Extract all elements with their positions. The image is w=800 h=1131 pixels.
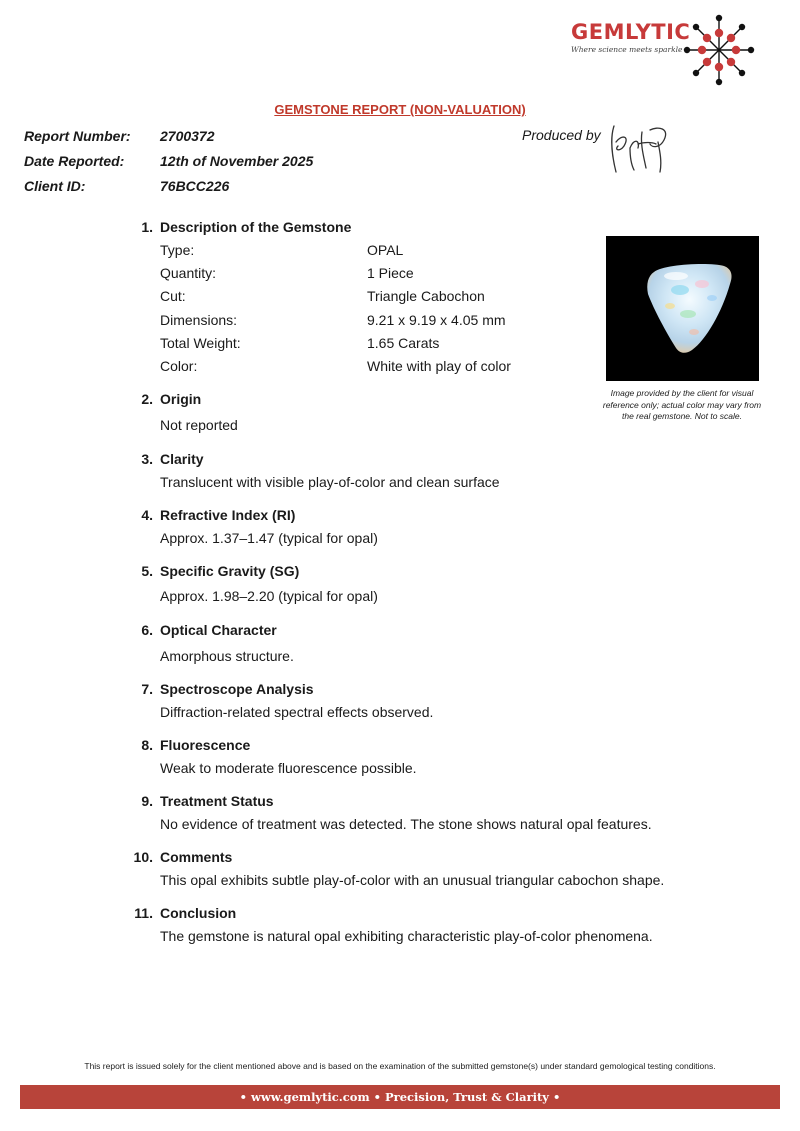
- cut-value: Triangle Cabochon: [367, 288, 485, 304]
- section-number: 4.: [141, 507, 153, 523]
- dimensions-value: 9.21 x 9.19 x 4.05 mm: [367, 312, 506, 328]
- comments-text: This opal exhibits subtle play-of-color with an unusual triangular cabochon shape.: [160, 872, 665, 888]
- refractive-index-text: Approx. 1.37–1.47 (typical for opal): [160, 530, 378, 546]
- section-number: 7.: [141, 681, 153, 697]
- section-title-specific-gravity: Specific Gravity (SG): [160, 563, 300, 579]
- section-number: 6.: [141, 622, 153, 638]
- clarity-text: Translucent with visible play-of-color and clean surface: [160, 474, 500, 490]
- section-number: 11.: [134, 905, 153, 921]
- molecule-logo-icon: [683, 14, 755, 86]
- client-id-value: 76BCC226: [160, 178, 230, 194]
- cut-label: Cut:: [160, 288, 186, 304]
- spectroscope-text: Diffraction-related spectral effects observed.: [160, 704, 434, 720]
- specific-gravity-text: Approx. 1.98–2.20 (typical for opal): [160, 588, 378, 604]
- section-title-clarity: Clarity: [160, 451, 204, 467]
- section-title-refractive-index: Refractive Index (RI): [160, 507, 296, 523]
- section-title-description: Description of the Gemstone: [160, 219, 352, 235]
- report-title: GEMSTONE REPORT (NON-VALUATION): [274, 102, 526, 117]
- total-weight-label: Total Weight:: [160, 335, 241, 351]
- report-number-label: Report Number:: [24, 128, 131, 144]
- section-title-treatment-status: Treatment Status: [160, 793, 274, 809]
- type-label: Type:: [160, 242, 195, 258]
- origin-text: Not reported: [160, 417, 238, 433]
- date-reported-label: Date Reported:: [24, 153, 125, 169]
- color-label: Color:: [160, 358, 198, 374]
- brand-tagline: Where science meets sparkle: [571, 45, 683, 54]
- footer-disclaimer: This report is issued solely for the client mentioned above and is based on the examination of the submitted gemstone(s) under standard gemological testing conditions.: [84, 1061, 716, 1071]
- quantity-value: 1 Piece: [367, 265, 414, 281]
- gemstone-photo: [606, 236, 759, 381]
- treatment-status-text: No evidence of treatment was detected. The stone shows natural opal features.: [160, 816, 652, 832]
- report-number-value: 2700372: [160, 128, 215, 144]
- conclusion-text: The gemstone is natural opal exhibiting characteristic play-of-color phenomena.: [160, 928, 653, 944]
- section-title-conclusion: Conclusion: [160, 905, 237, 921]
- image-caption: Image provided by the client for visual reference only; actual color may vary from the real gemstone. Not to scale.: [602, 388, 762, 421]
- section-number: 3.: [141, 451, 153, 467]
- quantity-label: Quantity:: [160, 265, 217, 281]
- signature-image: [600, 118, 678, 180]
- section-title-origin: Origin: [160, 391, 202, 407]
- total-weight-value: 1.65 Carats: [367, 335, 440, 351]
- date-reported-value: 12th of November 2025: [160, 153, 314, 169]
- section-number: 8.: [141, 737, 153, 753]
- section-title-fluorescence: Fluorescence: [160, 737, 251, 753]
- fluorescence-text: Weak to moderate fluorescence possible.: [160, 760, 417, 776]
- brand-name: GEMLYTIC: [571, 20, 691, 44]
- color-value: White with play of color: [367, 358, 511, 374]
- section-number: 10.: [133, 849, 153, 865]
- section-title-comments: Comments: [160, 849, 233, 865]
- brand-logo-text: [571, 20, 691, 54]
- footer-bar: • www.gemlytic.com • Precision, Trust & Clarity •: [20, 1085, 780, 1109]
- section-number: 1.: [141, 219, 153, 235]
- section-number: 5.: [141, 563, 153, 579]
- section-number: 9.: [141, 793, 153, 809]
- client-id-label: Client ID:: [24, 178, 86, 194]
- optical-character-text: Amorphous structure.: [160, 648, 294, 664]
- section-title-spectroscope: Spectroscope Analysis: [160, 681, 314, 697]
- dimensions-label: Dimensions:: [160, 312, 238, 328]
- type-value: OPAL: [367, 242, 404, 258]
- section-number: 2.: [141, 391, 153, 407]
- produced-by-label: Produced by: [522, 127, 601, 143]
- section-title-optical-character: Optical Character: [160, 622, 277, 638]
